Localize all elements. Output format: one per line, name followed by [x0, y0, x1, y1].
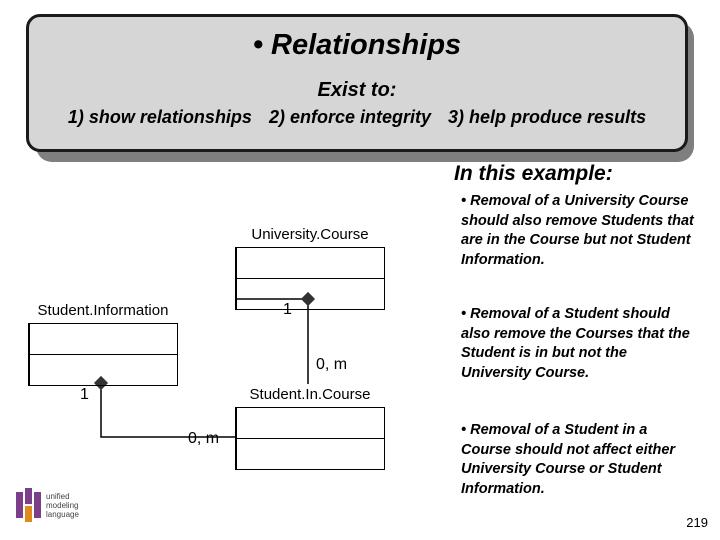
svg-text:language: language — [46, 510, 79, 519]
class-left-edge — [28, 323, 30, 386]
uml-logo — [16, 488, 92, 524]
multiplicity-course-side: 0, m — [316, 356, 348, 373]
association-line-student-information — [101, 383, 235, 437]
class-right-edge — [177, 323, 179, 386]
note-enrollment-removal: • Removal of a Student in a Course should not affect either University Course or Student Information. — [461, 422, 676, 497]
multiplicity-university-side: 1 — [283, 301, 292, 318]
example-heading: In this example: — [454, 162, 613, 185]
purpose-produce-results: 3) help produce results — [448, 107, 647, 127]
svg-text:unified: unified — [46, 492, 70, 501]
purpose-show-relationships: 1) show relationships — [67, 107, 252, 127]
class-right-edge — [384, 247, 386, 310]
class-name: Student.Information — [37, 302, 169, 319]
multiplicity-student-side: 1 — [80, 386, 89, 403]
association-line-university-course — [235, 299, 308, 384]
class-name: Student.In.Course — [249, 386, 371, 403]
class-left-edge — [235, 247, 237, 310]
note-student-removal: • Removal of a Student should also remove the Courses that the Student is in but not the University Course. — [461, 306, 690, 381]
banner-title: • Relationships — [252, 29, 462, 61]
attributes-compartment — [28, 323, 178, 354]
class-left-edge — [235, 407, 237, 470]
multiplicity-enrollment-side: 0, m — [188, 430, 220, 447]
attributes-compartment — [235, 407, 385, 438]
operations-compartment — [28, 354, 178, 386]
banner-subtitle: Exist to: — [317, 79, 397, 101]
page-number: 219 — [686, 515, 708, 530]
operations-compartment — [235, 438, 385, 470]
attributes-compartment — [235, 247, 385, 278]
class-right-edge — [384, 407, 386, 470]
purpose-enforce-integrity: 2) enforce integrity — [268, 107, 432, 127]
svg-text:modeling: modeling — [46, 501, 79, 510]
operations-compartment — [235, 278, 385, 310]
class-university-course — [235, 223, 385, 310]
class-student-information — [28, 299, 178, 386]
note-university-course-removal: • Removal of a University Course should also remove Students that are in the Course but not Student Information. — [461, 193, 694, 268]
class-student-in-course — [235, 383, 385, 470]
class-name: University.Course — [251, 226, 369, 243]
